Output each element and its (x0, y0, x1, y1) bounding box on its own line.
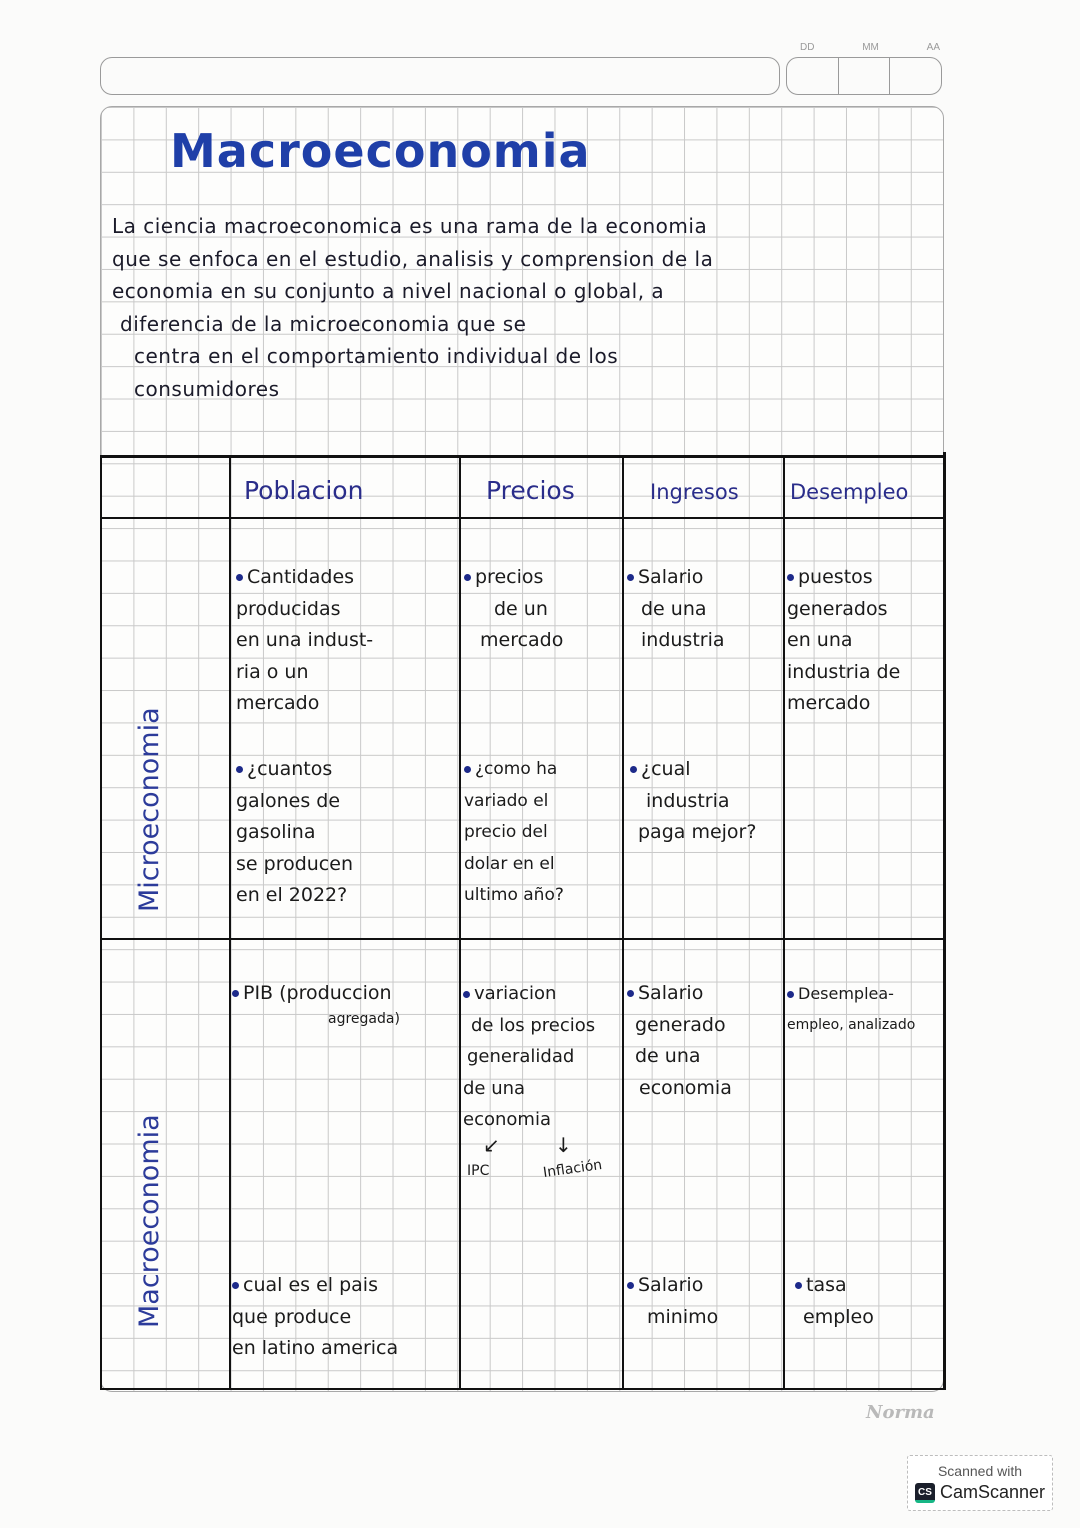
cell-line: variado el (464, 790, 549, 811)
intro-line: centra en el comportamiento individual de los (134, 344, 619, 368)
cell-micro-desempleo-definition (787, 562, 900, 720)
table-bottom-border (100, 1388, 945, 1390)
date-labels (800, 42, 940, 53)
cell-line: mercado (480, 629, 564, 651)
bullet-icon (787, 574, 794, 581)
cell-line: Cantidades (247, 566, 355, 588)
cell-line: puestos (798, 566, 873, 588)
cell-line: Salario (638, 982, 704, 1004)
cell-line: dolar en el (464, 853, 555, 874)
bullet-icon (463, 991, 470, 998)
bullet-icon (232, 990, 239, 997)
bullet-icon (464, 766, 471, 773)
cell-line: minimo (647, 1305, 719, 1328)
cell-line: ria o un (236, 660, 309, 683)
intro-line: consumidores (134, 376, 280, 401)
cell-line: ¿como ha (475, 759, 558, 779)
cell-line: paga mejor? (638, 821, 757, 843)
cell-micro-ingresos-definition (627, 562, 725, 657)
price-index-arrows (463, 1132, 604, 1186)
bullet-icon (787, 991, 794, 998)
arrow-down-icon: ↓ (555, 1132, 572, 1157)
table-header-divider (100, 517, 945, 519)
row-label-macroeconomia: Macroeconomia (134, 1114, 165, 1328)
scanner-caption: Scanned with (937, 1463, 1023, 1479)
cell-line: agregada) (328, 1010, 400, 1027)
cell-line: en una (787, 629, 853, 651)
intro-line: La ciencia macroeconomica es una rama de la economia (112, 214, 708, 238)
cell-line: ¿cual (641, 758, 691, 780)
table-col-divider (622, 458, 624, 1390)
bullet-icon (464, 574, 471, 581)
cell-macro-desempleo-question (795, 1270, 874, 1333)
cell-macro-ingresos-question (627, 1270, 718, 1333)
bullet-icon (236, 766, 243, 773)
cell-line: de una (635, 1045, 701, 1067)
cell-line: que produce (232, 1305, 352, 1328)
date-box (786, 57, 942, 95)
scanner-name: CamScanner (939, 1482, 1046, 1502)
bullet-icon (627, 990, 634, 997)
cell-line: generalidad (467, 1046, 575, 1067)
date-label-day: DD (800, 42, 815, 53)
intro-line: diferencia de la microeconomia que se (120, 311, 527, 336)
bullet-icon (232, 1282, 239, 1289)
camscanner-logo-icon: CS (915, 1483, 935, 1503)
cell-line: se producen (236, 852, 353, 875)
date-label-year: AA (926, 42, 940, 53)
table-row-divider (100, 938, 945, 940)
arrow-down-left-icon: ↙ (483, 1132, 500, 1157)
cell-line: de una (463, 1077, 526, 1099)
cell-line: industria (646, 789, 730, 812)
column-header-poblacion: Poblacion (244, 476, 364, 505)
cell-line: variacion (474, 983, 557, 1004)
cell-line: en latino america (232, 1337, 399, 1359)
cell-line: de un (494, 597, 548, 620)
cell-micro-poblacion-definition (236, 562, 373, 720)
date-label-month: MM (862, 42, 879, 53)
bullet-icon (627, 1282, 634, 1289)
intro-paragraph (112, 210, 962, 405)
date-cell-year (890, 58, 941, 94)
page-title-box (100, 57, 780, 95)
table-top-border (100, 455, 945, 458)
cell-line: PIB (produccion (243, 982, 392, 1004)
cell-line: generado (635, 1013, 726, 1036)
cell-line: producidas (236, 597, 341, 620)
cell-macro-ingresos-definition (627, 978, 732, 1104)
notebook-brand-logo: Norma (866, 1402, 935, 1423)
cell-line: precios (475, 566, 544, 588)
cell-line: gasolina (236, 821, 316, 843)
cell-line: ¿cuantos (247, 758, 333, 780)
bullet-icon (795, 1282, 802, 1289)
column-header-precios: Precios (486, 476, 575, 505)
cell-micro-precios-definition (464, 562, 563, 657)
cell-line: economia (463, 1109, 551, 1130)
cell-macro-poblacion-definition (232, 978, 400, 1028)
column-header-desempleo: Desempleo (790, 480, 909, 504)
cell-macro-desempleo-definition (787, 978, 915, 1041)
cell-micro-ingresos-question (630, 754, 756, 849)
table-col-divider (783, 458, 785, 1390)
cell-line: galones de (236, 789, 341, 812)
table-col-divider (229, 455, 231, 1390)
cell-line: precio del (464, 822, 548, 842)
cell-line: industria de (787, 660, 901, 683)
cell-line: en el 2022? (236, 884, 348, 906)
cell-macro-poblacion-question (232, 1270, 398, 1365)
cell-line: de los precios (471, 1014, 596, 1036)
table-right-border (943, 452, 946, 1390)
cell-line: Salario (638, 566, 704, 588)
table-left-border (100, 455, 102, 1390)
cell-micro-precios-question (464, 754, 564, 912)
inflacion-label: Inflación (542, 1156, 604, 1181)
column-header-ingresos: Ingresos (650, 480, 739, 504)
table-col-divider (459, 458, 461, 1390)
cell-line: en una indust- (236, 629, 374, 651)
cell-line: empleo, analizado (787, 1016, 916, 1033)
date-cell-month (839, 58, 891, 94)
row-label-microeconomia: Microeconomia (134, 707, 165, 912)
camscanner-watermark (907, 1455, 1053, 1511)
date-cell-day (787, 58, 839, 94)
intro-line: que se enfoca en el estudio, analisis y comprension de la (112, 246, 714, 271)
cell-line: Desemplea- (798, 984, 894, 1003)
cell-line: empleo (803, 1305, 874, 1328)
cell-line: Salario (638, 1274, 704, 1296)
intro-line: economia en su conjunto a nivel nacional o global, a (112, 279, 665, 303)
cell-line: cual es el pais (243, 1274, 378, 1296)
cell-line: ultimo año? (464, 885, 564, 905)
cell-micro-poblacion-question (236, 754, 353, 912)
bullet-icon (236, 574, 243, 581)
cell-line: mercado (236, 692, 320, 714)
page-title: Macroeconomia (170, 124, 591, 178)
cell-line: generados (787, 597, 888, 620)
cell-line: de una (641, 597, 707, 620)
cell-line: economia (639, 1076, 732, 1099)
cell-line: tasa (806, 1274, 847, 1296)
ipc-label: IPC (467, 1162, 490, 1179)
cell-line: industria (641, 629, 725, 651)
cell-line: mercado (787, 692, 871, 714)
bullet-icon (630, 766, 637, 773)
cell-macro-precios-definition (463, 978, 604, 1186)
bullet-icon (627, 574, 634, 581)
